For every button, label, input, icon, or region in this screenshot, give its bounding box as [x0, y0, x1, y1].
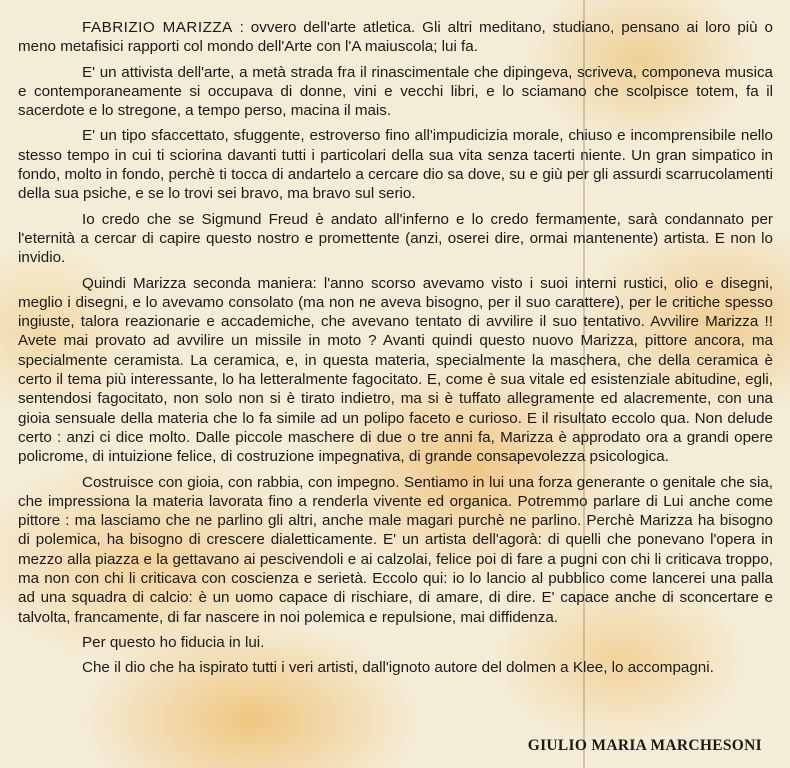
paragraph-text: Che il dio che ha ispirato tutti i veri artisti, dall'ignoto autore del dolmen a Klee, lo accompagni. — [82, 659, 714, 677]
paragraph-text: Costruisce con gioia, con rabbia, con impegno. Sentiamo in lui una forza generante o genitale che sia, che impressiona la materia lavorata fino a renderla vivente ed organica. Potremmo parlare di Lui anche come pittore : ma lasciamo che ne parlino gli altri, anche male magari purchè ne parlino. Perchè Marizza ha bisogno di polemica, ha bisogno di crescere dialetticamente. E' un artista dell'agorà: di quelli che ponevano l'opera in mezzo alla piazza e la gettavano ai pescivendoli e ai calzolai, felice poi di fare a pugni con chi li criticava troppo, ma non con chi li criticava con coscienza e serietà. Eccolo qui: io lo lancio al pubblico come lancerei una palla ad una squadra di calcio: è un uomo capace di rischiare, di amare, di dire. E' capace anche di sconcertare e talvolta, francamente, di far nascere in noi polemica e repulsione, mai diffidenza. — [18, 473, 773, 626]
paragraph-text: : ovvero dell'arte atletica. Gli altri meditano, studiano, pensano ai loro più o meno metafisici rapporti col mondo dell'Arte con l'A maiuscola; lui fa. — [18, 19, 773, 56]
paragraph-6 — [18, 473, 773, 627]
paragraph-text: Quindi Marizza seconda maniera: l'anno scorso avevamo visto i suoi interni rustici, olio e disegni, meglio i disegni, e lo avevamo consolato (ma non ne aveva bisogno, per il suo carattere), per le critiche spesso ingiuste, talora reazionarie e accademiche, che avevano tentato di avvilire il suo tentativo. Avvilire Marizza !! Avete mai provato ad avvilire un missile in moto ? Avanti quindi questo nuovo Marizza, pittore ancora, ma specialmente ceramista. La ceramica, e, in questa materia, specialmente la maschera, che della ceramica è certo il tema più interessante, lo ha letteralmente fagocitato. E, come è sua vitale ed esistenziale abitudine, egli, sentendosi fagocitato, non solo non si è tirato indietro, ma si è tuffato allegramente ed alacremente, con una gioia sensuale della materia che lo fa simile ad un polipo faceto e curioso. E il risultato eccolo qua. Non delude certo : anzi ci dice molto. Dalle piccole maschere di due o tre anni fa, Marizza è approdato ora a grandi opere policrome, di intuizione felice, di costruzione impegnativa, di grande consapevolezza psicologica. — [18, 274, 773, 466]
paragraph-7 — [18, 633, 773, 652]
paragraph-1 — [18, 18, 773, 57]
paragraph-8 — [18, 658, 773, 677]
paragraph-text: E' un tipo sfaccettato, sfuggente, estroverso fino all'impudicizia morale, chiuso e incomprensibile nello stesso tempo in cui ti sciorina davanti tutti i particolari della sua vita senza tacerti niente. Un gran simpatico in fondo, molto in fondo, perchè ti tocca di andartelo a cercare dio sa dove, su e giù per gli assurdi scarrucolamenti della sua psiche, e se lo trovi sei bravo, ma bravo sul serio. — [18, 127, 773, 203]
author-signature: GIULIO MARIA MARCHESONI — [527, 737, 762, 754]
paragraph-5 — [18, 274, 773, 467]
paragraph-3 — [18, 126, 773, 203]
article-body — [18, 18, 773, 684]
paragraph-2 — [18, 63, 773, 121]
paragraph-text: Per questo ho fiducia in lui. — [82, 633, 265, 651]
paragraph-4 — [18, 210, 773, 268]
artist-name: FABRIZIO MARIZZA — [82, 19, 233, 36]
paragraph-text: E' un attivista dell'arte, a metà strada fra il rinascimentale che dipingeva, scriveva, componeva musica e contemporaneamente si occupava di donne, vini e vecchi libri, e lo sciamano che scolpisce totem, fa il sacerdote e lo stregone, a tempo perso, macina il mais. — [18, 63, 773, 120]
paragraph-text: Io credo che se Sigmund Freud è andato all'inferno e lo credo fermamente, sarà condannato per l'eternità a cercar di capire questo nostro e promettente (anzi, oserei dire, ormai mantenente) artista. E non lo invidio. — [18, 210, 773, 267]
